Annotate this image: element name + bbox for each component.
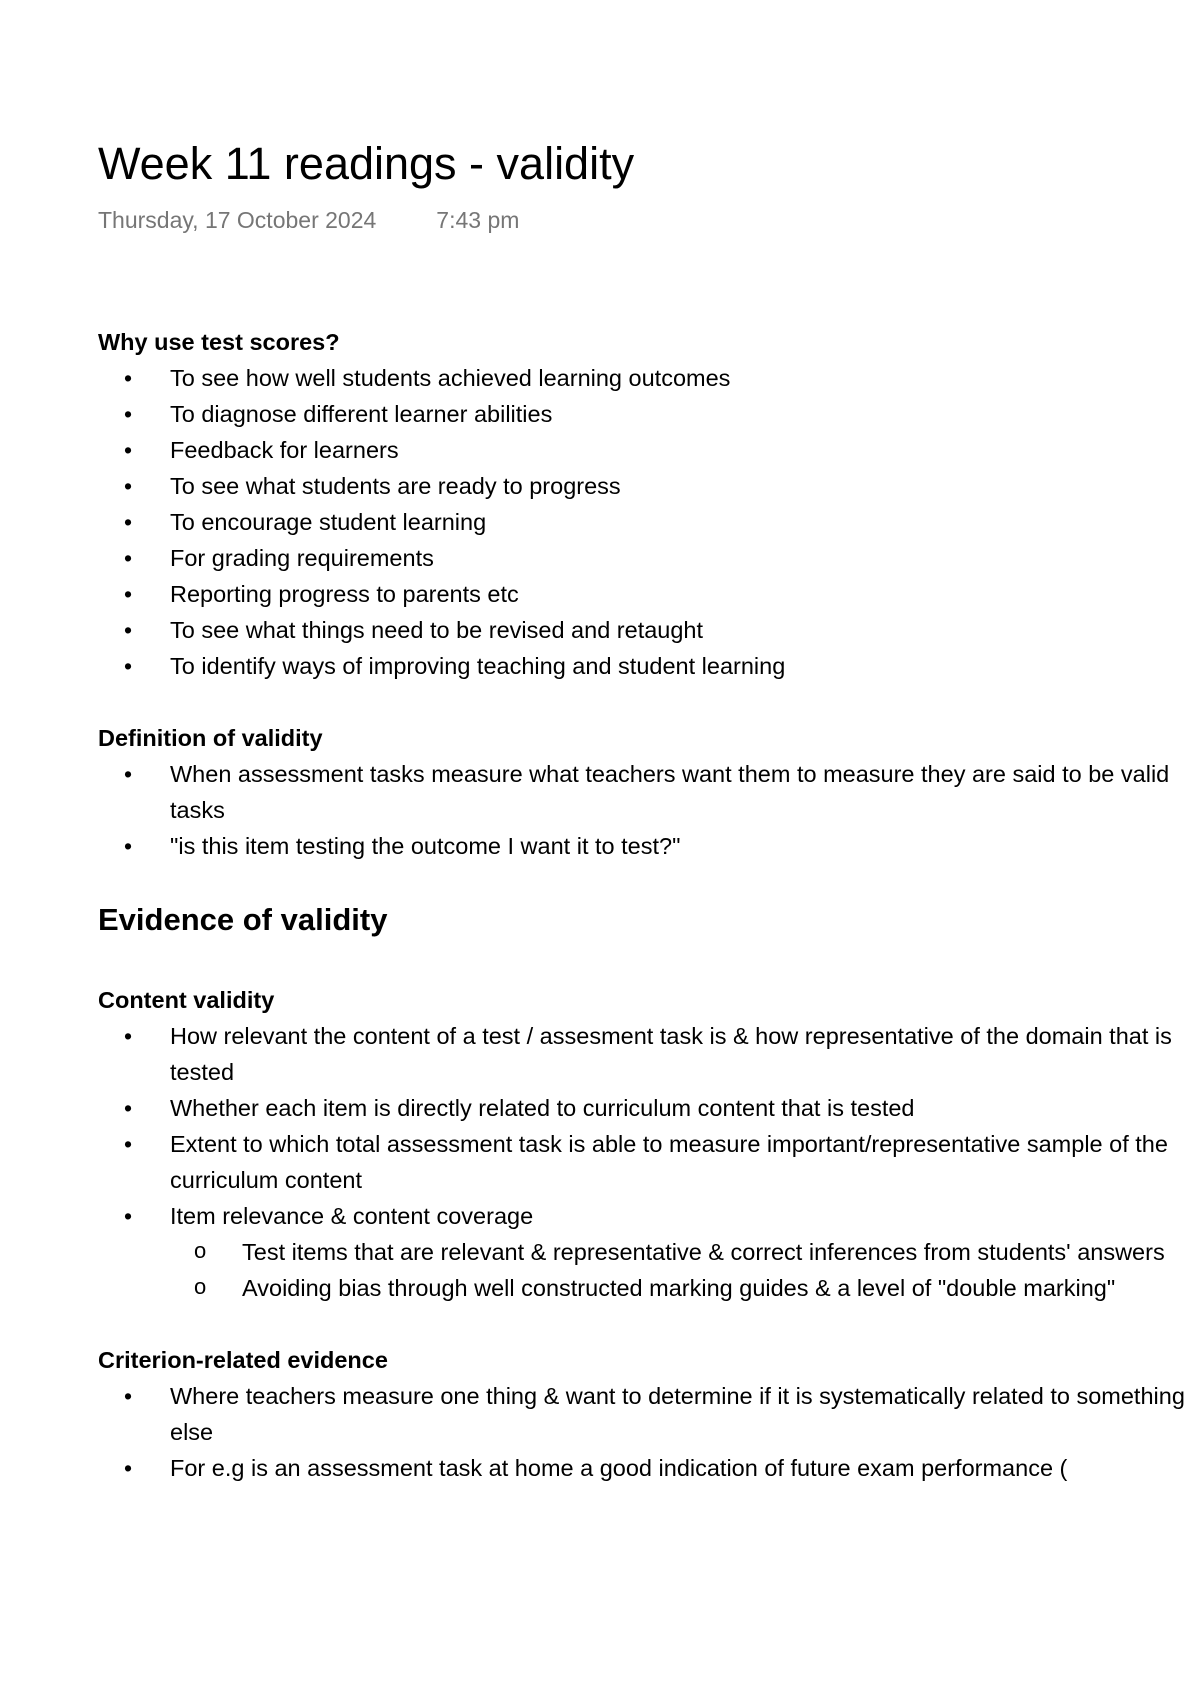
- test-scores-list: [98, 360, 1200, 684]
- list-item: • To see what students are ready to progress: [98, 468, 1200, 504]
- spacer: [98, 942, 1200, 982]
- note-meta: [98, 204, 519, 236]
- section-heading-evidence: Evidence of validity: [98, 902, 388, 937]
- sub-list-item: o Avoiding bias through well constructed marking guides & a level of "double marking": [170, 1270, 1200, 1306]
- spacer: [98, 684, 1200, 720]
- note-date: Thursday, 17 October 2024: [98, 207, 377, 233]
- spacer: [98, 864, 1200, 898]
- section-heading-test-scores: Why use test scores?: [98, 329, 340, 355]
- list-item: • To diagnose different learner abilities: [98, 396, 1200, 432]
- list-item: • To see how well students achieved learning outcomes: [98, 360, 1200, 396]
- list-item: • How relevant the content of a test / assesment task is & how representative of the domain that is tested: [98, 1018, 1200, 1090]
- list-item: • For grading requirements: [98, 540, 1200, 576]
- page-title: Week 11 readings - validity: [98, 138, 635, 189]
- list-item: • Feedback for learners: [98, 432, 1200, 468]
- list-item: • Extent to which total assessment task is able to measure important/representative sample of the curriculum content: [98, 1126, 1200, 1198]
- section-heading-content-validity: Content validity: [98, 987, 275, 1013]
- section-heading-definition: Definition of validity: [98, 725, 323, 751]
- criterion-list: [98, 1378, 1200, 1486]
- list-item: • To identify ways of improving teaching and student learning: [98, 648, 1200, 684]
- list-item: • To see what things need to be revised and retaught: [98, 612, 1200, 648]
- section-heading-criterion: Criterion-related evidence: [98, 1347, 388, 1373]
- list-item: • Where teachers measure one thing & want to determine if it is systematically related to something else: [98, 1378, 1200, 1450]
- list-item-label: Item relevance & content coverage: [170, 1203, 534, 1229]
- spacer: [98, 1306, 1200, 1342]
- list-item: • Whether each item is directly related to curriculum content that is tested: [98, 1090, 1200, 1126]
- content-coverage-sublist: [170, 1234, 1200, 1306]
- definition-list: [98, 756, 1200, 864]
- content-validity-list: [98, 1018, 1200, 1306]
- list-item: • When assessment tasks measure what teachers want them to measure they are said to be valid tasks: [98, 756, 1200, 828]
- list-item: • To encourage student learning: [98, 504, 1200, 540]
- list-item: • "is this item testing the outcome I want it to test?": [98, 828, 1200, 864]
- note-time: 7:43 pm: [436, 207, 520, 233]
- list-item: • Reporting progress to parents etc: [98, 576, 1200, 612]
- list-item-with-subitems: [98, 1198, 1200, 1306]
- list-item: • For e.g is an assessment task at home a good indication of future exam performance (: [98, 1450, 1200, 1486]
- sub-list-item: o Test items that are relevant & representative & correct inferences from students' answers: [170, 1234, 1200, 1270]
- note-body: [98, 324, 1200, 1486]
